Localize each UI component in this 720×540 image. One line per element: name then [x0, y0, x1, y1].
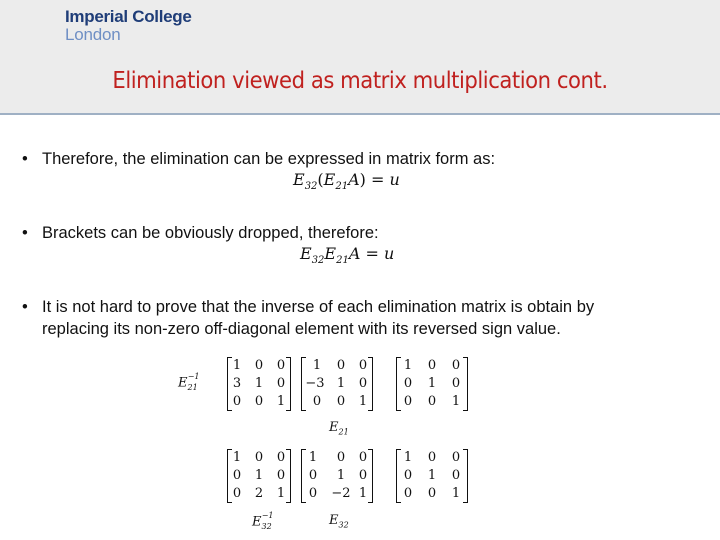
matrix-cell: 0	[254, 358, 264, 373]
matrix-cell: 1	[403, 450, 413, 465]
matrix-cell: 1	[336, 468, 346, 483]
label-e32: $E_{32}$	[329, 513, 349, 530]
logo-line-1: Imperial College	[65, 7, 192, 26]
label-e21: $E_{21}$	[329, 420, 349, 437]
bullet-dot: •	[22, 298, 28, 316]
slide-title: Elimination viewed as matrix multiplication cont.	[112, 68, 608, 94]
matrix-cell: 0	[403, 468, 413, 483]
matrix-cell: 1	[427, 376, 437, 391]
matrix-cell: 0	[358, 468, 368, 483]
matrix-cell: 1	[232, 450, 242, 465]
matrix-cell: 0	[276, 376, 286, 391]
matrix-cell: 1	[308, 450, 318, 465]
equation-1: $E_{32}(E_{21}A) = u$	[293, 170, 400, 193]
equation-2: $E_{32}E_{21}A = u$	[300, 244, 395, 267]
label-e21-inverse: $E_{21}^{-1}$	[178, 372, 200, 392]
matrix-cell: 0	[403, 486, 413, 501]
bullet-dot: •	[22, 224, 28, 242]
matrix-cell: 1	[451, 394, 461, 409]
matrix-cell: 0	[427, 358, 437, 373]
header-bar	[0, 0, 720, 115]
matrix-cell: 1	[254, 376, 264, 391]
matrix-cell: 0	[312, 394, 322, 409]
matrix-e32-inverse	[227, 449, 291, 503]
matrix-cell: 1	[336, 376, 346, 391]
matrix-cell: 0	[336, 394, 346, 409]
matrix-e21	[301, 357, 373, 411]
matrix-cell: 1	[276, 394, 286, 409]
matrix-cell: 1	[232, 358, 242, 373]
matrix-cell: 3	[232, 376, 242, 391]
matrix-cell: 1	[276, 486, 286, 501]
matrix-identity-1	[396, 357, 468, 411]
matrix-cell: 0	[254, 394, 264, 409]
matrix-cell: 0	[276, 450, 286, 465]
matrix-cell: 0	[427, 394, 437, 409]
matrix-cell: 0	[336, 450, 346, 465]
bullet-2-text: Brackets can be obviously dropped, therefore:	[42, 224, 379, 242]
matrix-cell: 0	[276, 358, 286, 373]
matrix-cell: 0	[254, 450, 264, 465]
matrix-e32	[301, 449, 373, 503]
matrix-cell: 1	[427, 468, 437, 483]
bullet-dot: •	[22, 150, 28, 168]
matrix-identity-2	[396, 449, 468, 503]
matrix-cell: 1	[451, 486, 461, 501]
matrix-cell: 0	[451, 468, 461, 483]
matrix-cell: 1	[312, 358, 322, 373]
matrix-cell: 0	[358, 358, 368, 373]
matrix-cell: 0	[427, 486, 437, 501]
matrix-cell: 1	[358, 486, 368, 501]
matrix-cell: 0	[403, 394, 413, 409]
matrix-cell: 0	[232, 486, 242, 501]
logo-line-2: London	[65, 25, 121, 44]
matrix-cell: 0	[451, 358, 461, 373]
matrix-cell: 0	[427, 450, 437, 465]
matrix-cell: 1	[254, 468, 264, 483]
matrix-cell: 0	[358, 376, 368, 391]
matrix-cell: 0	[308, 468, 318, 483]
matrix-cell: 0	[403, 376, 413, 391]
matrix-cell: 0	[308, 486, 318, 501]
bullet-1-text: Therefore, the elimination can be expressed in matrix form as:	[42, 150, 496, 168]
imperial-college-logo	[65, 8, 192, 44]
matrix-cell: 0	[451, 376, 461, 391]
matrix-cell: −2	[331, 486, 351, 501]
matrix-cell: 0	[276, 468, 286, 483]
matrix-cell: 0	[232, 468, 242, 483]
matrix-cell: 1	[403, 358, 413, 373]
bullet-3-text-line-1: It is not hard to prove that the inverse of each elimination matrix is obtain by	[42, 298, 595, 316]
matrix-e21-inverse	[227, 357, 291, 411]
matrix-cell: 0	[336, 358, 346, 373]
matrix-cell: 1	[358, 394, 368, 409]
matrix-cell: −3	[305, 376, 325, 391]
bullet-3-text-line-2: replacing its non-zero off-diagonal element with its reversed sign value.	[42, 320, 561, 338]
matrix-cell: 2	[254, 486, 264, 501]
matrix-cell: 0	[358, 450, 368, 465]
matrix-cell: 0	[232, 394, 242, 409]
matrix-cell: 0	[451, 450, 461, 465]
label-e32-inverse: $E_{32}^{-1}$	[252, 511, 274, 531]
